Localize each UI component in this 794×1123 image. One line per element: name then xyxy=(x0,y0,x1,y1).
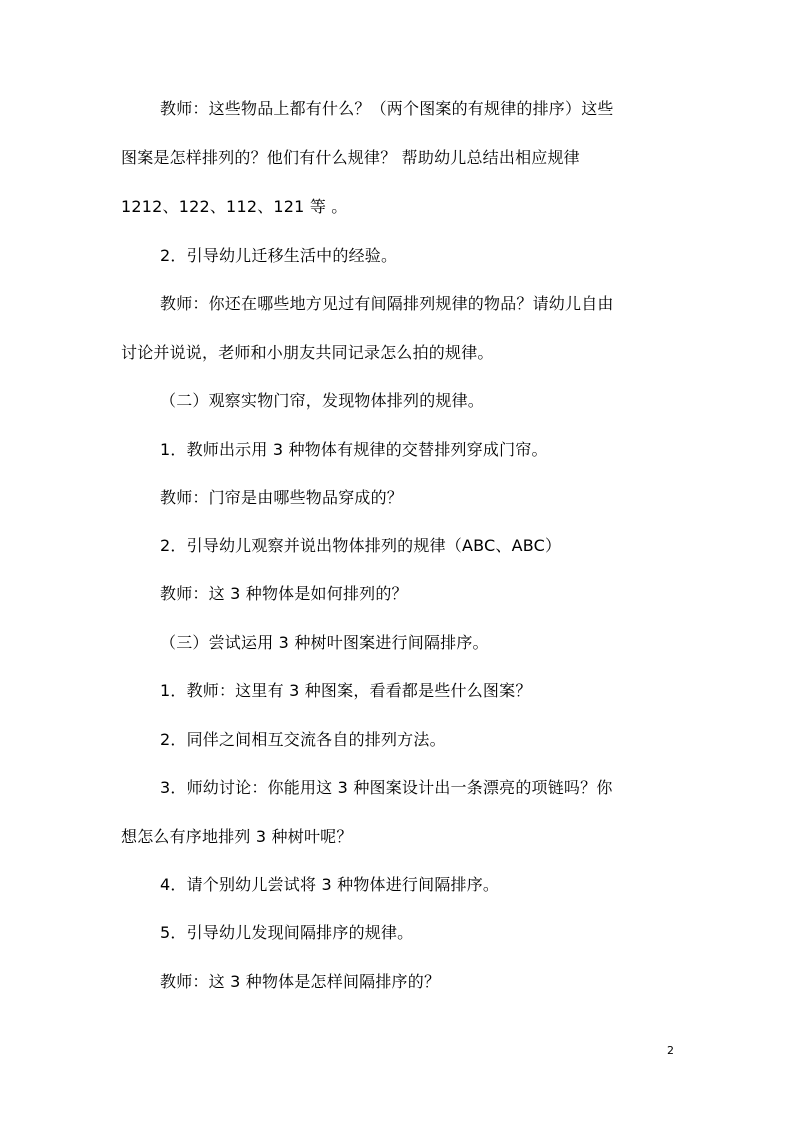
paragraph-line-2: 图案是怎样排列的？他们有什么规律？ 帮助幼儿总结出相应规律 xyxy=(121,148,580,167)
paragraph-line-10: 2．引导幼儿观察并说出物体排列的规律（ABC、ABC） xyxy=(160,536,562,555)
paragraph-line-9: 教师：门帘是由哪些物品穿成的？ xyxy=(160,488,404,507)
paragraph-line-14: 2．同伴之间相互交流各自的排列方法。 xyxy=(160,730,446,749)
paragraph-line-5: 教师：你还在哪些地方见过有间隔排列规律的物品？请幼儿自由 xyxy=(160,294,614,313)
paragraph-line-13: 1．教师：这里有 3 种图案，看看都是些什么图案？ xyxy=(160,681,532,700)
paragraph-line-18: 5．引导幼儿发现间隔排序的规律。 xyxy=(160,923,414,942)
paragraph-line-3: 1212、122、112、121 等 。 xyxy=(121,197,348,216)
section-heading-3: （三）尝试运用 3 种树叶图案进行间隔排序。 xyxy=(160,633,489,652)
paragraph-line-11: 教师：这 3 种物体是如何排列的？ xyxy=(160,584,408,603)
paragraph-line-4: 2．引导幼儿迁移生活中的经验。 xyxy=(160,246,398,265)
section-heading-2: （二）观察实物门帘，发现物体排列的规律。 xyxy=(160,391,485,410)
paragraph-line-16: 想怎么有序地排列 3 种树叶呢？ xyxy=(121,827,353,846)
paragraph-line-8: 1．教师出示用 3 种物体有规律的交替排列穿成门帘。 xyxy=(160,440,548,459)
paragraph-line-6: 讨论并说说，老师和小朋友共同记录怎么拍的规律。 xyxy=(121,343,494,362)
paragraph-line-19: 教师：这 3 种物体是怎样间隔排序的？ xyxy=(160,972,441,991)
paragraph-line-1: 教师：这些物品上都有什么？（两个图案的有规律的排序）这些 xyxy=(160,99,614,118)
page-number: 2 xyxy=(667,1044,674,1057)
paragraph-line-15: 3．师幼讨论：你能用这 3 种图案设计出一条漂亮的项链吗？你 xyxy=(160,778,613,797)
paragraph-line-17: 4．请个别幼儿尝试将 3 种物体进行间隔排序。 xyxy=(160,875,500,894)
